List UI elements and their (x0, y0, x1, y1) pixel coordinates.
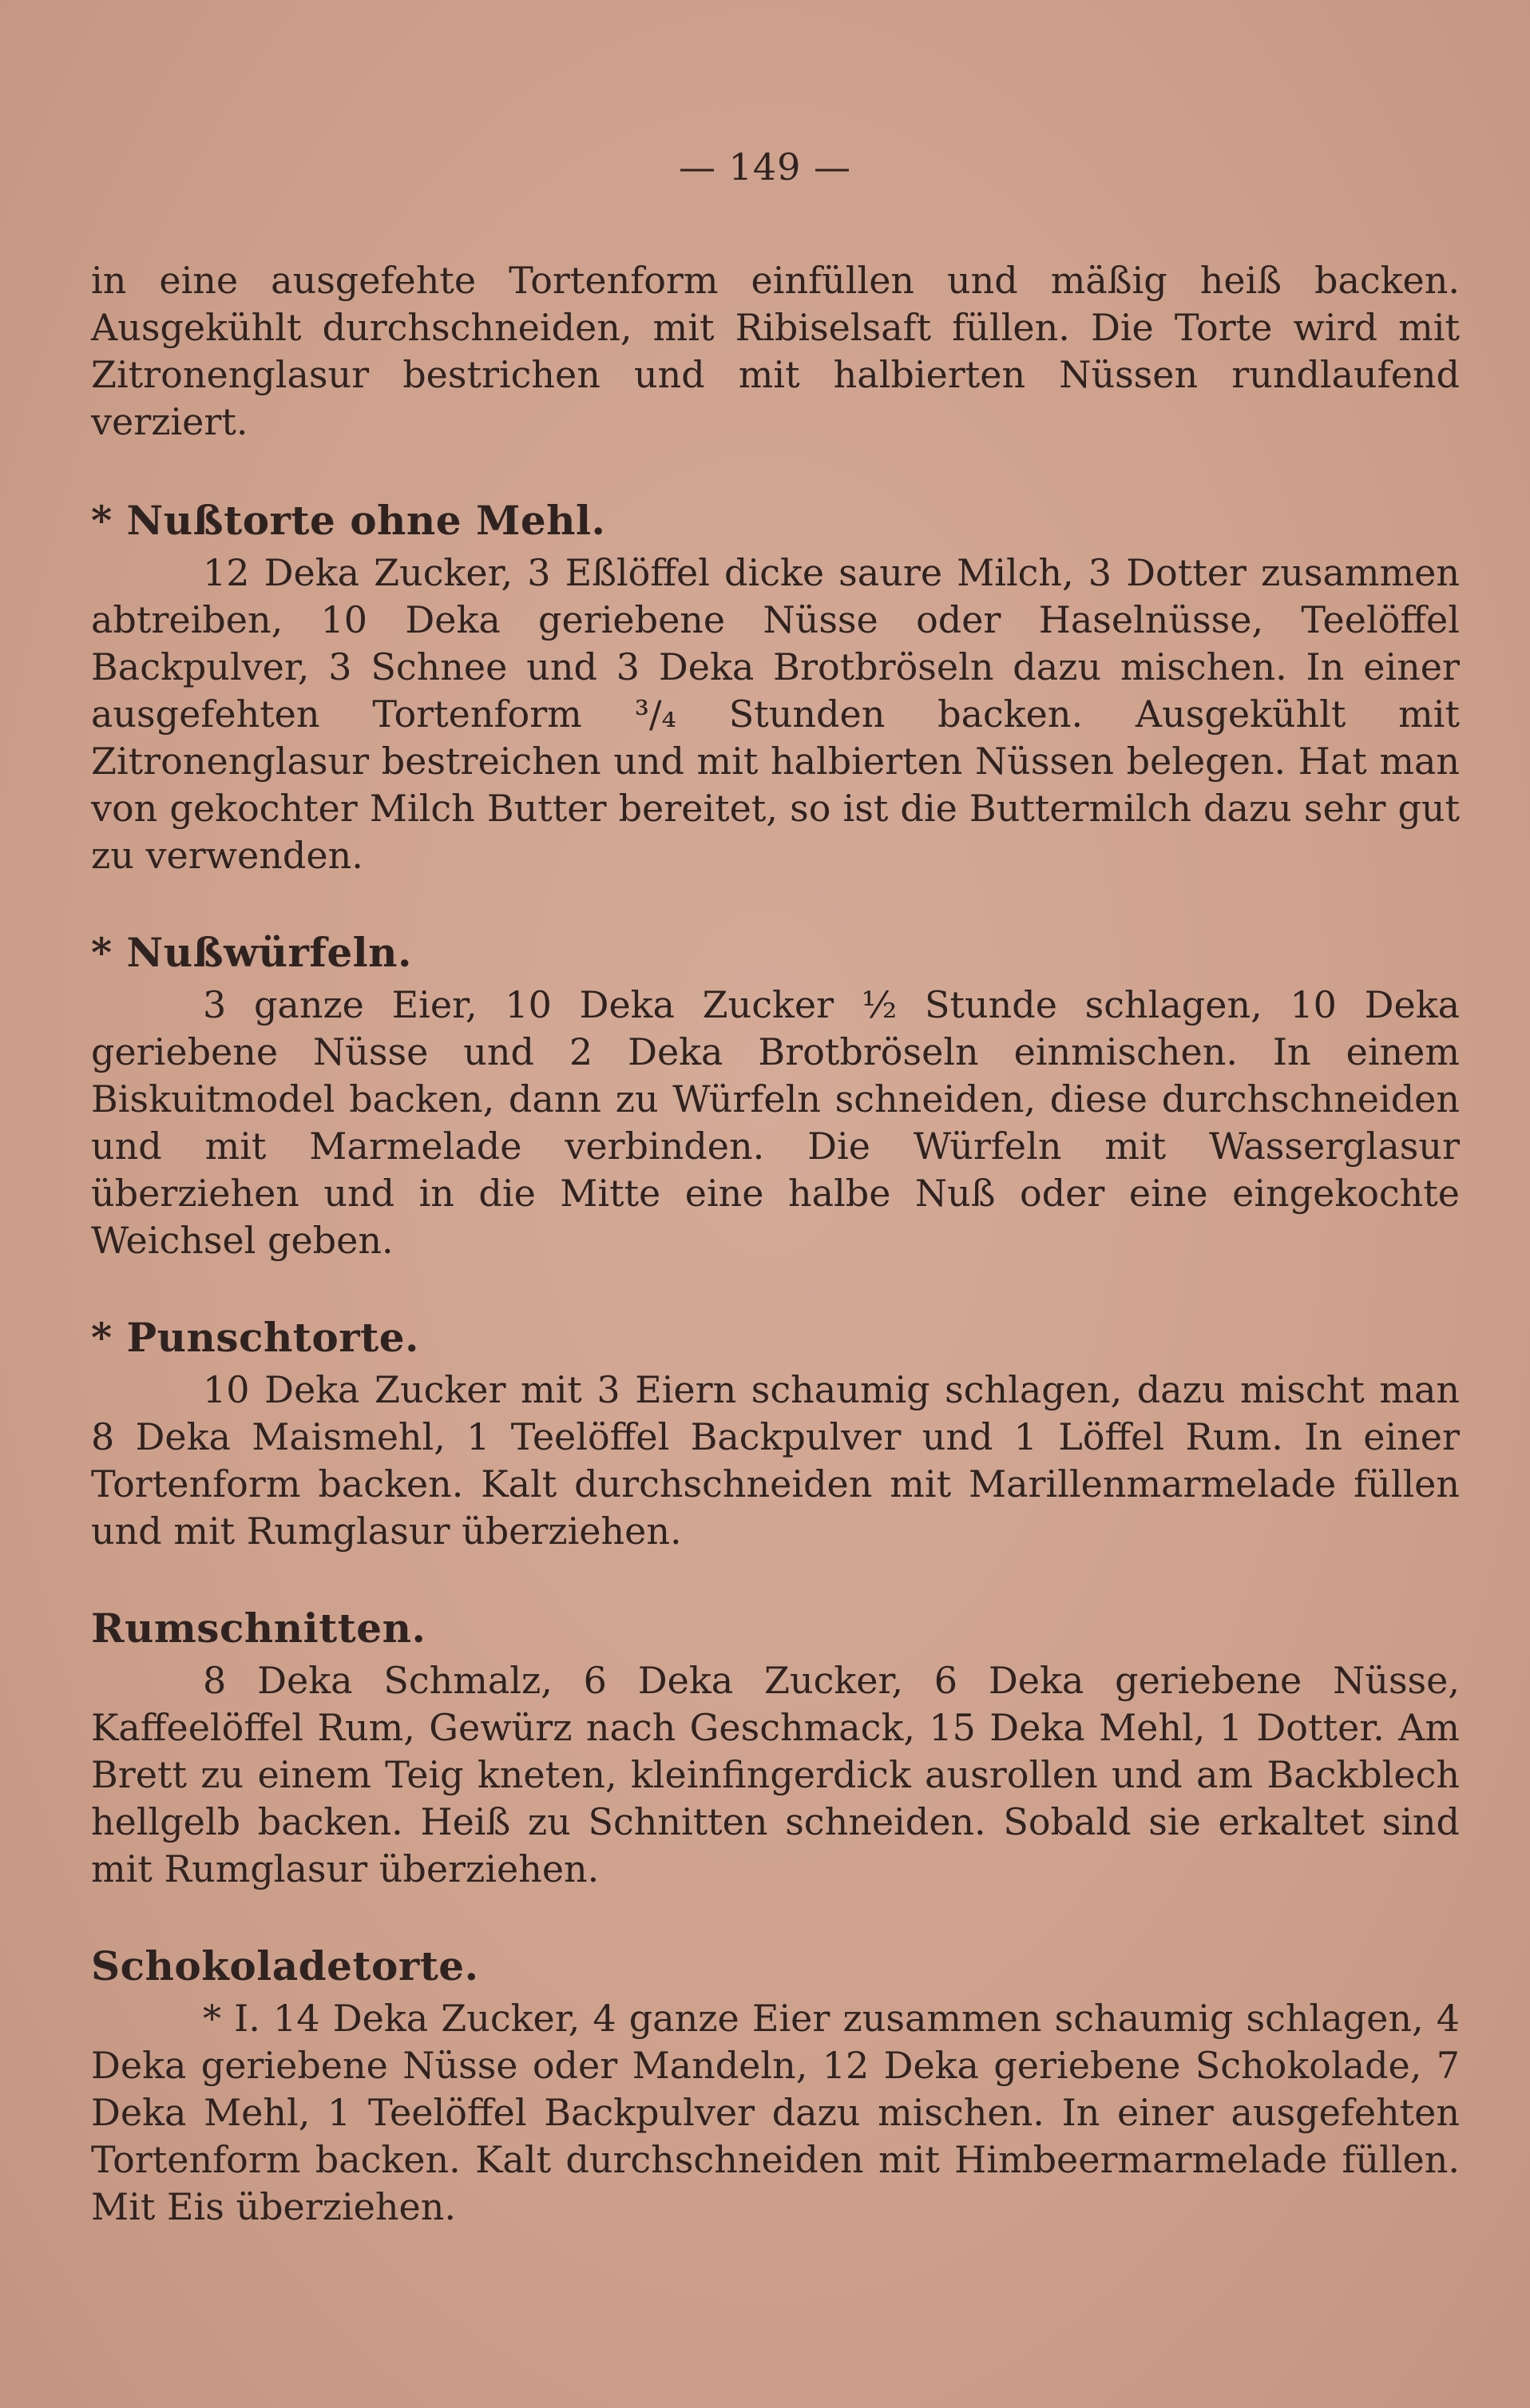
page-number: — 149 — (678, 145, 852, 188)
recipe-rumschnitten (91, 1605, 1460, 1893)
recipe-title: * Punschtorte. (91, 1314, 419, 1361)
recipe-title: Schokoladetorte. (91, 1942, 479, 1989)
recipe-body: 3 ganze Eier, 10 Deka Zucker ½ Stunde schlagen, 10 Deka geriebene Nüsse und 2 Deka Brotbröseln einmischen. In einem Biskuitmodel backen, dann zu Würfeln schneiden, diese durchschneiden und mit Marmelade verbinden. Die Würfeln mit Wasserglasur überziehen und in die Mitte eine halbe Nuß oder eine eingekochte Weichsel geben. (91, 983, 1460, 1262)
recipe-punschtorte (91, 1314, 1460, 1555)
continuation-paragraph: in eine ausgefehte Tortenform einfüllen und mäßig heiß backen. Ausgekühlt durchschneiden, mit Ribiselsaft füllen. Die Torte wird mit Zitronenglasur bestrichen und mit halbierten Nüssen rundlaufend verziert. (91, 259, 1460, 443)
recipe-title: * Nußwürfeln. (91, 929, 412, 976)
recipe-body: 10 Deka Zucker mit 3 Eiern schaumig schlagen, dazu mischt man 8 Deka Maismehl, 1 Teelöffel Backpulver und 1 Löffel Rum. In einer Tortenform backen. Kalt durchschneiden mit Marillenmarmelade füllen und mit Rumglasur überziehen. (91, 1368, 1460, 1553)
recipe-body: 12 Deka Zucker, 3 Eßlöffel dicke saure Milch, 3 Dotter zusammen abtreiben, 10 Deka geriebene Nüsse oder Haselnüsse, Teelöffel Backpulver, 3 Schnee und 3 Deka Brotbröseln dazu mischen. In einer ausgefehten Tortenform ³/₄ Stunden backen. Ausgekühlt mit Zitronenglasur bestreichen und mit halbierten Nüssen belegen. Hat man von gekochter Milch Butter bereitet, so ist die Buttermilch dazu sehr gut zu verwenden. (91, 551, 1460, 877)
recipe-schokoladetorte (91, 1942, 1460, 2231)
recipe-title: Rumschnitten. (91, 1605, 426, 1652)
recipe-nusswuerfeln (91, 929, 1460, 1264)
recipe-body: 8 Deka Schmalz, 6 Deka Zucker, 6 Deka geriebene Nüsse, Kaffeelöffel Rum, Gewürz nach Geschmack, 15 Deka Mehl, 1 Dotter. Am Brett zu einem Teig kneten, kleinfingerdick ausrollen und am Backblech hellgelb backen. Heiß zu Schnitten schneiden. Sobald sie erkaltet sind mit Rumglasur überziehen. (91, 1659, 1460, 1890)
page-content (91, 257, 1460, 2280)
recipe-title: * Nußtorte ohne Mehl. (91, 497, 606, 544)
recipe-body: * I. 14 Deka Zucker, 4 ganze Eier zusammen schaumig schlagen, 4 Deka geriebene Nüsse oder Mandeln, 12 Deka geriebene Schokolade, 7 Deka Mehl, 1 Teelöffel Backpulver dazu mischen. In einer ausgefehten Tortenform backen. Kalt durchschneiden mit Himbeermarmelade füllen. Mit Eis überziehen. (91, 1997, 1460, 2228)
recipe-nusstorte-ohne-mehl (91, 497, 1460, 879)
